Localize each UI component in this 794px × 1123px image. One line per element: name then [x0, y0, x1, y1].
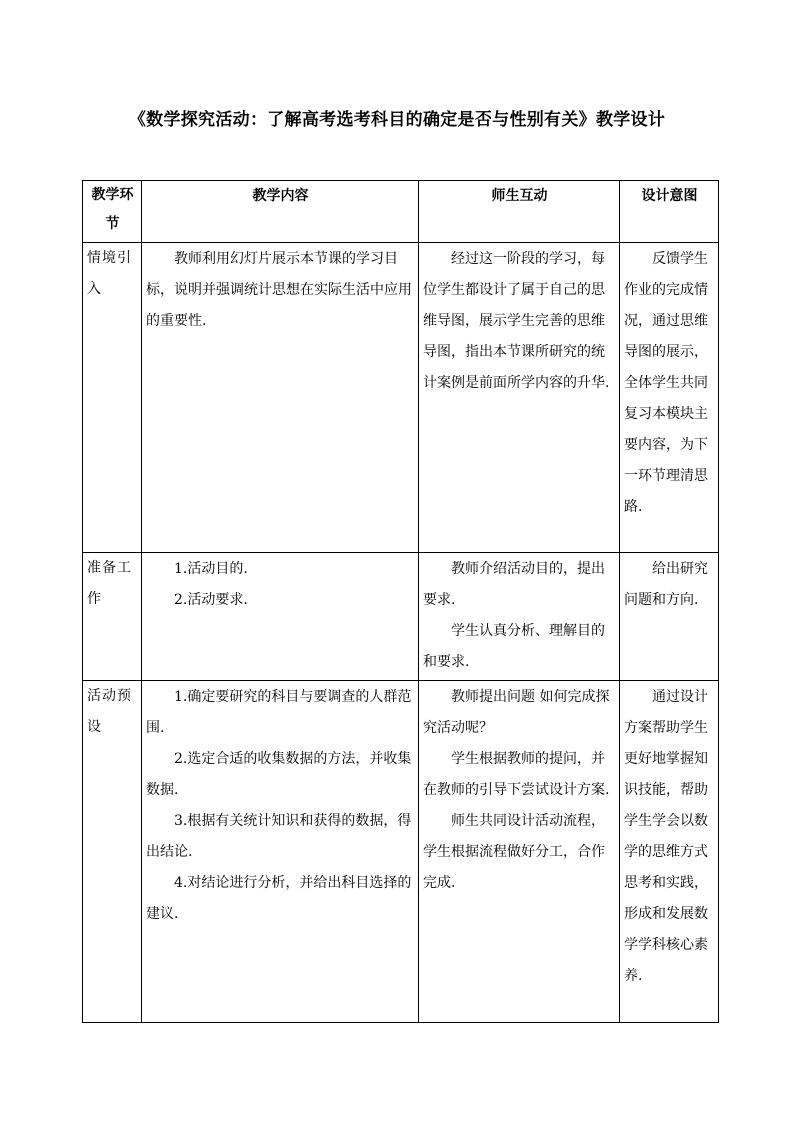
header-interaction: 师生互动 — [419, 181, 620, 243]
document-title: 《数学探究活动：了解高考选考科目的确定是否与性别有关》教学设计 — [128, 110, 666, 130]
stage-cell: 准备工作 — [83, 553, 142, 681]
table-header-row — [83, 181, 719, 243]
content-paragraph: 4.对结论进行分析，并给出科目选择的建议. — [146, 875, 412, 922]
interaction-paragraph: 教师介绍活动目的，提出要求. — [423, 561, 605, 608]
interaction-paragraph: 学生根据教师的提问，并在教师的引导下尝试设计方案. — [423, 751, 610, 798]
intent-cell — [620, 553, 719, 681]
intent-cell — [620, 243, 719, 553]
content-paragraph: 1.确定要研究的科目与要调查的人群范围. — [146, 689, 412, 736]
intent-paragraph: 反馈学生作业的完成情况，通过思维导图的展示，全体学生共同复习本模块主要内容，为下一环节理清思路. — [624, 251, 708, 515]
lesson-plan-table — [82, 180, 719, 1023]
interaction-cell — [419, 243, 620, 553]
table-row — [83, 681, 719, 1023]
table-row — [83, 553, 719, 681]
content-paragraph: 1.活动目的. — [174, 561, 248, 577]
intent-cell — [620, 681, 719, 1023]
content-cell — [142, 553, 419, 681]
header-content: 教学内容 — [142, 181, 419, 243]
content-paragraph: 教师利用幻灯片展示本节课的学习目标，说明并强调统计思想在实际生活中应用的重要性. — [146, 251, 412, 329]
interaction-paragraph: 教师提出问题 如何完成探究活动呢？ — [423, 689, 610, 736]
content-paragraph: 3.根据有关统计知识和获得的数据，得出结论. — [146, 813, 412, 860]
content-paragraph: 2.选定合适的收集数据的方法，并收集数据. — [146, 751, 412, 798]
content-cell — [142, 243, 419, 553]
header-stage: 教学环节 — [83, 181, 142, 243]
table-row — [83, 243, 719, 553]
stage-cell: 活动预设 — [83, 681, 142, 1023]
interaction-cell — [419, 681, 620, 1023]
stage-cell: 情境引入 — [83, 243, 142, 553]
content-cell — [142, 681, 419, 1023]
interaction-paragraph: 师生共同设计活动流程，学生根据流程做好分工，合作完成. — [423, 813, 605, 891]
interaction-paragraph: 经过这一阶段的学习，每位学生都设计了属于自己的思维导图，展示学生完善的思维导图，指出本节课所研究的统计案例是前面所学内容的升华. — [423, 251, 610, 391]
header-intent: 设计意图 — [620, 181, 719, 243]
interaction-paragraph: 学生认真分析、理解目的和要求. — [423, 623, 605, 670]
interaction-cell — [419, 553, 620, 681]
content-paragraph: 2.活动要求. — [174, 592, 248, 608]
intent-paragraph: 通过设计方案帮助学生更好地掌握知识技能，帮助学生学会以数学的思维方式思考和实践，形成和发展数学学科核心素养. — [624, 689, 708, 984]
intent-paragraph: 给出研究问题和方向. — [624, 561, 708, 608]
